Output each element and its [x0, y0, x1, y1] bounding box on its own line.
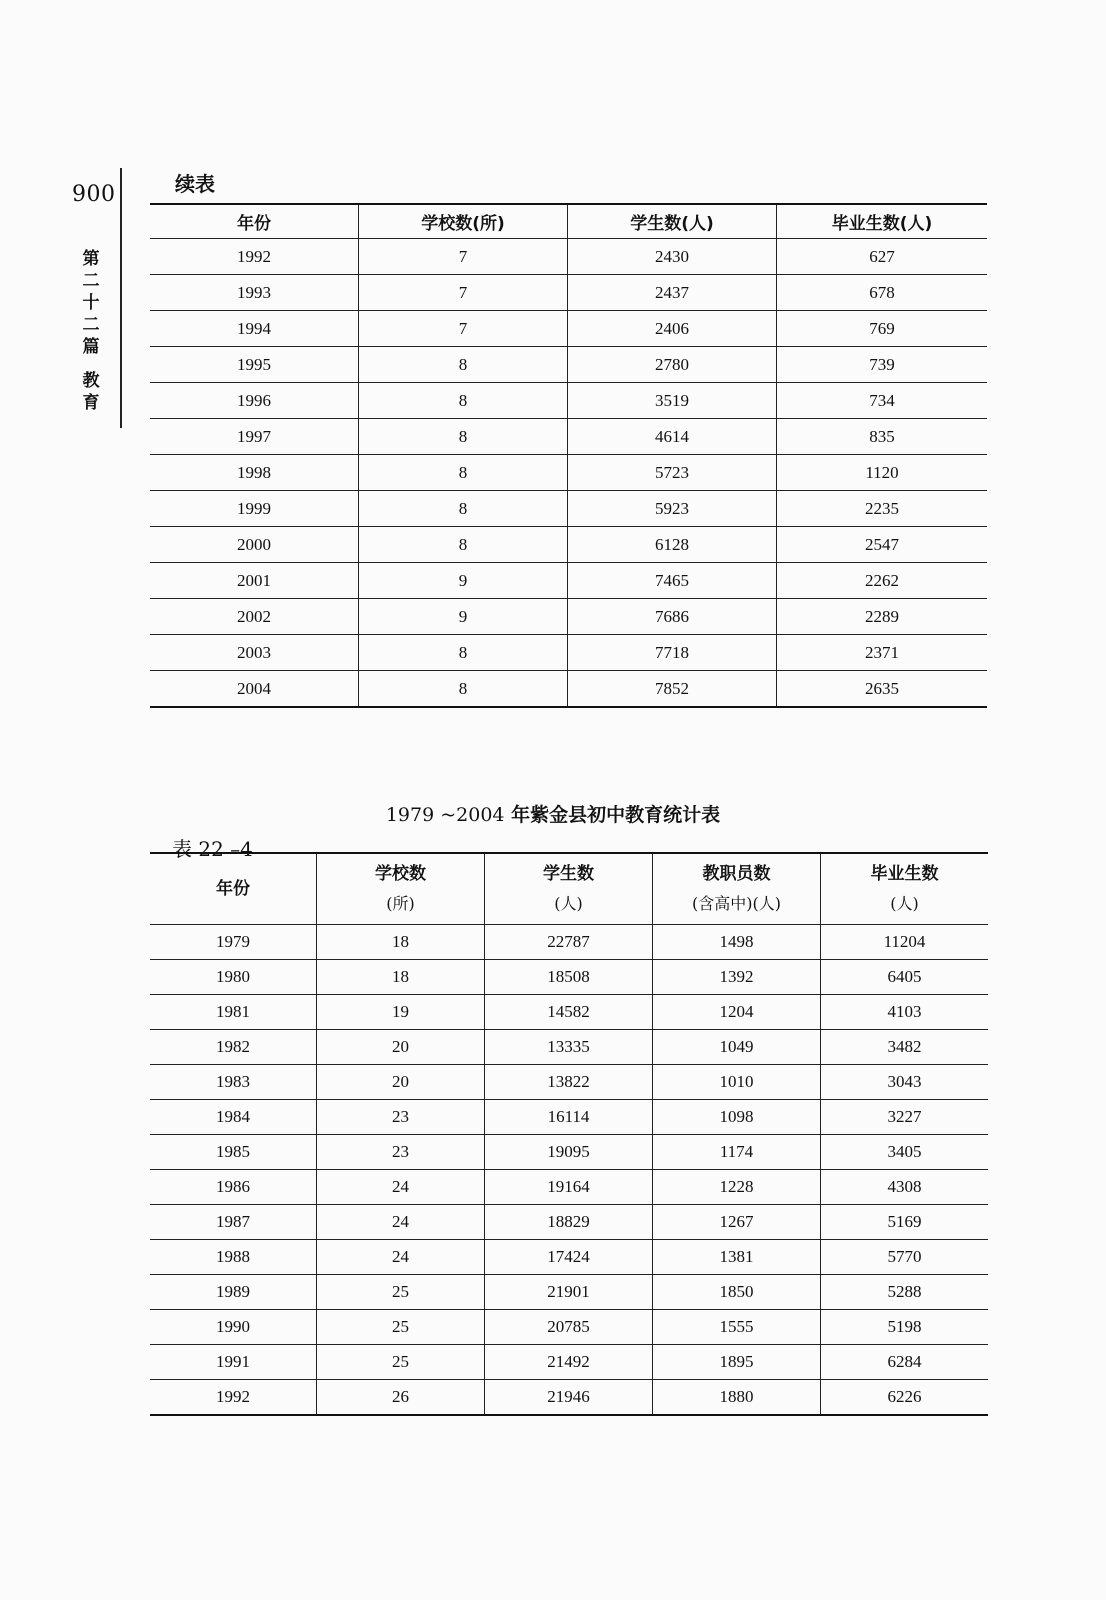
table-cell: 2406 — [568, 311, 777, 347]
header-main-text: 学校数 — [375, 864, 426, 884]
table-cell: 627 — [777, 239, 988, 275]
table-cell: 1986 — [150, 1170, 317, 1205]
table-row — [150, 1240, 988, 1275]
header-main-text: 年份 — [216, 879, 250, 899]
continued-table — [150, 203, 987, 708]
table-cell: 3227 — [821, 1100, 989, 1135]
table-cell: 1988 — [150, 1240, 317, 1275]
page-number: 900 — [72, 182, 116, 207]
table-cell: 2289 — [777, 599, 988, 635]
table-cell: 7718 — [568, 635, 777, 671]
chapter-side-char — [80, 358, 102, 370]
table-cell: 2437 — [568, 275, 777, 311]
table-cell: 3519 — [568, 383, 777, 419]
chapter-side-char: 第 — [82, 249, 100, 269]
table-cell: 25 — [317, 1310, 485, 1345]
table-cell: 4103 — [821, 995, 989, 1030]
table-cell: 1993 — [150, 275, 359, 311]
table-row — [150, 347, 987, 383]
table-row — [150, 1205, 988, 1240]
table-cell: 7 — [359, 239, 568, 275]
header-unit-text: (人) — [890, 894, 919, 913]
header-schools: 学校数(所) — [359, 204, 568, 239]
table-cell: 5288 — [821, 1275, 989, 1310]
table-cell: 1980 — [150, 960, 317, 995]
table-cell: 1997 — [150, 419, 359, 455]
table-cell: 8 — [359, 347, 568, 383]
table-cell: 21901 — [485, 1275, 653, 1310]
table-cell: 5923 — [568, 491, 777, 527]
table-cell: 18 — [317, 925, 485, 960]
table-cell: 2235 — [777, 491, 988, 527]
table-header-cell — [485, 853, 653, 925]
table-cell: 2262 — [777, 563, 988, 599]
table-row — [150, 599, 987, 635]
table-row — [150, 995, 988, 1030]
chapter-side-title — [80, 248, 102, 414]
table-cell: 1998 — [150, 455, 359, 491]
header-main-text: 教职员数 — [702, 864, 771, 884]
continued-table-label: 续表 — [175, 172, 215, 196]
table-cell: 1392 — [653, 960, 821, 995]
table-cell: 2001 — [150, 563, 359, 599]
table-cell: 8 — [359, 455, 568, 491]
table-row — [150, 1065, 988, 1100]
table-row — [150, 960, 988, 995]
table-cell: 1267 — [653, 1205, 821, 1240]
table-cell: 2000 — [150, 527, 359, 563]
header-unit-text: (含高中)(人) — [692, 894, 781, 913]
table-cell: 17424 — [485, 1240, 653, 1275]
table-row — [150, 1100, 988, 1135]
table-cell: 7 — [359, 311, 568, 347]
table-row — [150, 383, 987, 419]
table-row — [150, 635, 987, 671]
table-row — [150, 1135, 988, 1170]
table-cell: 2635 — [777, 671, 988, 708]
table-cell: 1381 — [653, 1240, 821, 1275]
table-cell: 1555 — [653, 1310, 821, 1345]
table-cell: 1010 — [653, 1065, 821, 1100]
chapter-side-char: 二 — [82, 271, 100, 291]
table-cell: 26 — [317, 1380, 485, 1416]
table-cell: 734 — [777, 383, 988, 419]
table-cell: 9 — [359, 599, 568, 635]
table-cell: 22787 — [485, 925, 653, 960]
table-header-cell — [821, 853, 989, 925]
table-header-cell — [317, 853, 485, 925]
table-cell: 25 — [317, 1345, 485, 1380]
table-cell: 2371 — [777, 635, 988, 671]
table-cell: 21946 — [485, 1380, 653, 1416]
table-cell: 20 — [317, 1065, 485, 1100]
table-cell: 8 — [359, 671, 568, 708]
chapter-side-char: 二 — [82, 315, 100, 335]
table-row — [150, 563, 987, 599]
table-header-cell — [150, 853, 317, 925]
table-cell: 1895 — [653, 1345, 821, 1380]
table-cell: 4308 — [821, 1170, 989, 1205]
table-cell: 1999 — [150, 491, 359, 527]
table-cell: 835 — [777, 419, 988, 455]
table-row — [150, 1170, 988, 1205]
table-cell: 1995 — [150, 347, 359, 383]
chapter-side-char: 十 — [82, 293, 100, 313]
table-cell: 1880 — [653, 1380, 821, 1416]
table-cell: 2004 — [237, 678, 271, 698]
header-unit-text: (所) — [386, 894, 415, 913]
chapter-side-char: 育 — [82, 393, 100, 413]
table-cell: 20 — [317, 1030, 485, 1065]
table-cell: 21492 — [485, 1345, 653, 1380]
table-row — [150, 455, 987, 491]
table-cell: 7852 — [568, 671, 777, 708]
table-cell: 6128 — [568, 527, 777, 563]
table-cell: 3405 — [821, 1135, 989, 1170]
header-students: 学生数(人) — [568, 204, 777, 239]
table-cell: 1985 — [150, 1135, 317, 1170]
table-cell: 1174 — [653, 1135, 821, 1170]
junior-middle-school-table — [150, 852, 988, 1416]
table-row — [150, 1310, 988, 1345]
table-cell: 1982 — [150, 1030, 317, 1065]
table-row — [150, 311, 987, 347]
table-cell: 18508 — [485, 960, 653, 995]
table-cell: 1979 — [150, 925, 317, 960]
table-cell: 6226 — [821, 1380, 989, 1416]
table-cell: 14582 — [485, 995, 653, 1030]
table-cell: 1204 — [653, 995, 821, 1030]
title-text: 年紫金县初中教育统计表 — [504, 804, 721, 826]
table-cell: 1992 — [150, 239, 359, 275]
table-cell: 6284 — [821, 1345, 989, 1380]
table-cell: 24 — [317, 1205, 485, 1240]
table-cell: 1996 — [150, 383, 359, 419]
table-cell: 6405 — [821, 960, 989, 995]
table-row — [150, 671, 987, 708]
table-cell: 1983 — [150, 1065, 317, 1100]
table-cell: 7465 — [568, 563, 777, 599]
table-cell: 25 — [317, 1275, 485, 1310]
table-row — [150, 239, 987, 275]
table-cell: 1098 — [653, 1100, 821, 1135]
table-cell: 24 — [317, 1240, 485, 1275]
side-rule — [120, 168, 122, 428]
table-header-row — [150, 204, 987, 239]
table-row — [150, 1380, 988, 1416]
table-row — [150, 419, 987, 455]
table-cell: 1984 — [150, 1100, 317, 1135]
table-cell: 1992 — [216, 1387, 250, 1406]
table-cell: 11204 — [821, 925, 989, 960]
table-cell: 5198 — [821, 1310, 989, 1345]
table-cell: 5169 — [821, 1205, 989, 1240]
chapter-side-char: 教 — [82, 371, 100, 391]
table-cell: 769 — [777, 311, 988, 347]
table-cell: 23 — [317, 1100, 485, 1135]
table-cell: 1990 — [150, 1310, 317, 1345]
table-row — [150, 275, 987, 311]
table-header-cell — [653, 853, 821, 925]
table-cell: 19 — [317, 995, 485, 1030]
table-cell: 2780 — [568, 347, 777, 383]
table-cell: 2430 — [568, 239, 777, 275]
table-cell: 739 — [777, 347, 988, 383]
table-cell: 1987 — [150, 1205, 317, 1240]
table-cell: 4614 — [568, 419, 777, 455]
table-cell: 1994 — [150, 311, 359, 347]
table-cell: 23 — [317, 1135, 485, 1170]
table-cell: 1850 — [653, 1275, 821, 1310]
table-row — [150, 1345, 988, 1380]
table-header-row — [150, 853, 988, 925]
table-row — [150, 925, 988, 960]
header-year: 年份 — [150, 204, 359, 239]
table-cell: 1981 — [150, 995, 317, 1030]
table-cell: 18829 — [485, 1205, 653, 1240]
table-row — [150, 1030, 988, 1065]
table-row — [150, 1275, 988, 1310]
table-cell: 2002 — [150, 599, 359, 635]
table-cell: 1991 — [150, 1345, 317, 1380]
header-main-text: 毕业生数 — [870, 864, 939, 884]
table-cell: 678 — [777, 275, 988, 311]
table-22-4-label: 表 22 –4 — [172, 837, 253, 861]
table-cell: 13822 — [485, 1065, 653, 1100]
table-cell: 5770 — [821, 1240, 989, 1275]
table-row — [150, 491, 987, 527]
table-cell: 5723 — [568, 455, 777, 491]
header-unit-text: (人) — [554, 894, 583, 913]
table-cell: 1049 — [653, 1030, 821, 1065]
table-22-4-title — [0, 800, 1106, 827]
table-cell: 8 — [359, 419, 568, 455]
table-cell: 13335 — [485, 1030, 653, 1065]
table-cell: 3482 — [821, 1030, 989, 1065]
table-row — [150, 527, 987, 563]
table-cell: 1498 — [653, 925, 821, 960]
table-cell: 19164 — [485, 1170, 653, 1205]
table-cell: 18 — [317, 960, 485, 995]
table-cell: 2547 — [777, 527, 988, 563]
table-cell: 8 — [359, 635, 568, 671]
table-cell: 1228 — [653, 1170, 821, 1205]
table-cell: 7 — [359, 275, 568, 311]
table-cell: 2003 — [150, 635, 359, 671]
table-cell: 8 — [359, 491, 568, 527]
table-cell: 9 — [359, 563, 568, 599]
table-cell: 3043 — [821, 1065, 989, 1100]
header-graduates: 毕业生数(人) — [777, 204, 988, 239]
table-cell: 8 — [359, 527, 568, 563]
header-main-text: 学生数 — [543, 864, 594, 884]
table-cell: 7686 — [568, 599, 777, 635]
table-cell: 19095 — [485, 1135, 653, 1170]
title-years: 1979 ~2004 — [385, 804, 505, 826]
table-cell: 1989 — [150, 1275, 317, 1310]
table-cell: 8 — [359, 383, 568, 419]
table-cell: 1120 — [777, 455, 988, 491]
chapter-side-char: 篇 — [82, 337, 100, 357]
table-cell: 20785 — [485, 1310, 653, 1345]
table-cell: 24 — [317, 1170, 485, 1205]
table-cell: 16114 — [485, 1100, 653, 1135]
